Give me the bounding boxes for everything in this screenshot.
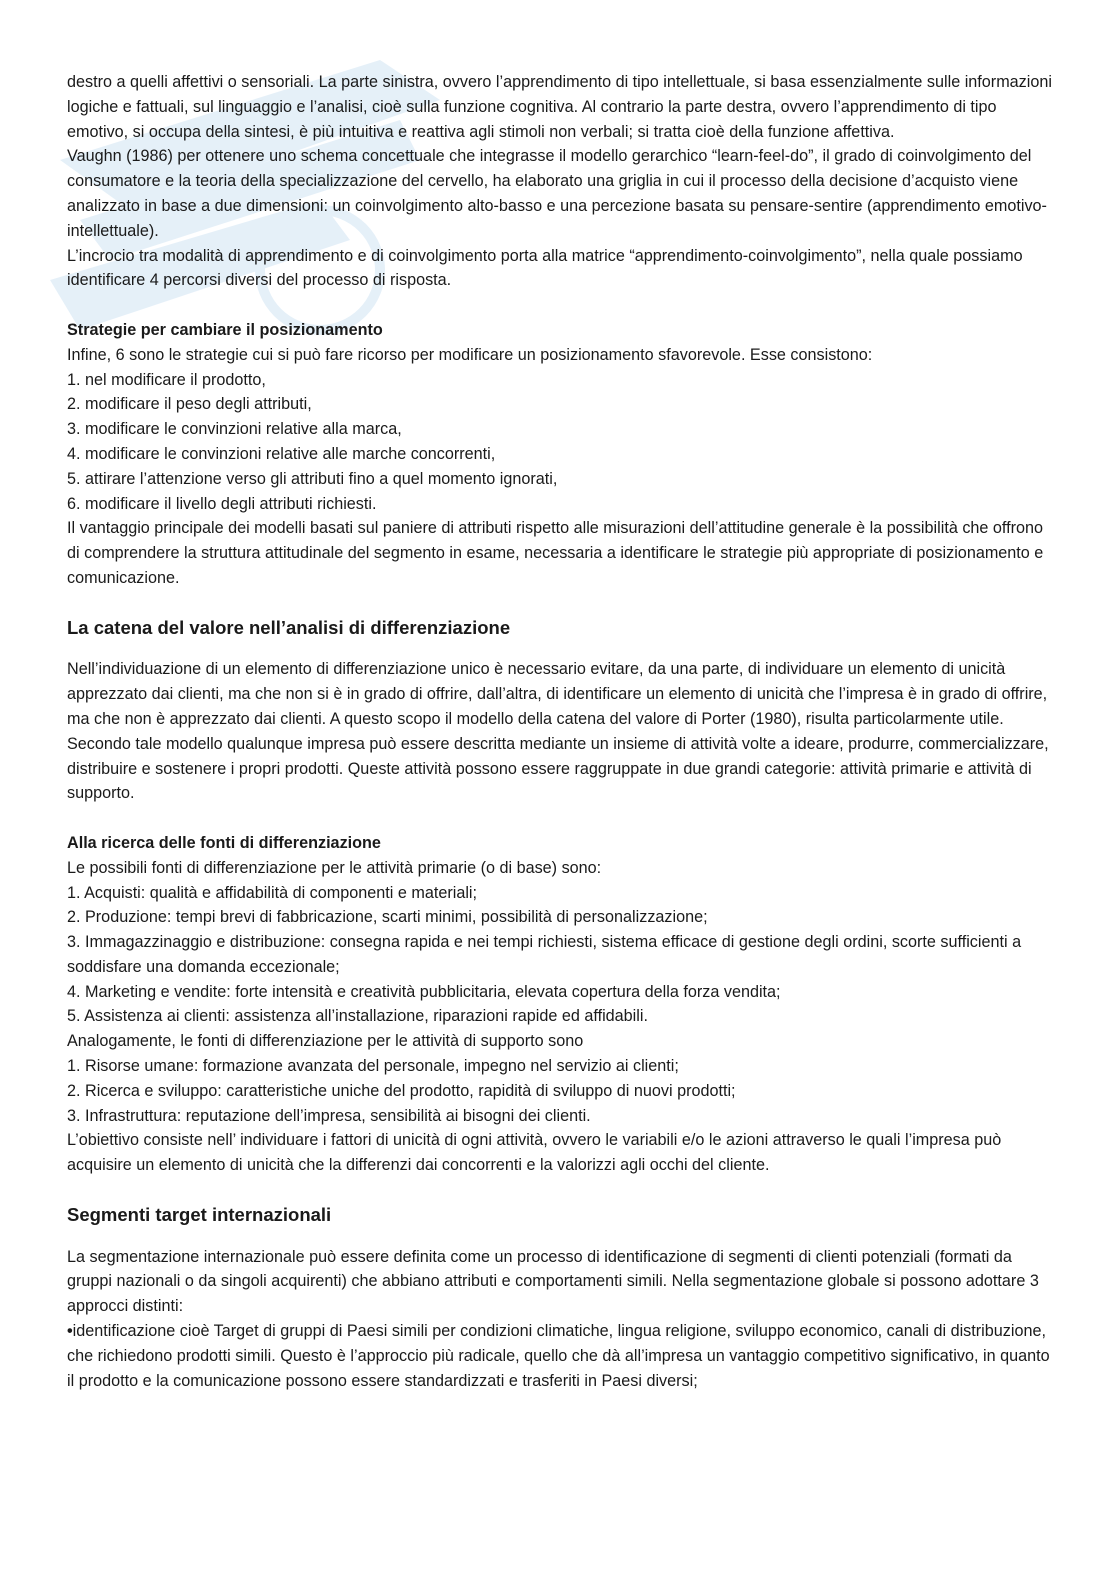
blank-line	[67, 1178, 1052, 1203]
section-gap	[67, 640, 1052, 657]
paragraph: Secondo tale modello qualunque impresa può essere descritta mediante un insieme di attività volte a ideare, produrre, commercializzare, distribuire e sostenere i propri prodotti. Queste attività possono essere raggruppate in due grandi categorie: attività primarie e attività di supporto.	[67, 734, 1049, 803]
section-heading: Segmenti target internazionali	[67, 1203, 332, 1225]
paragraph: 3. modificare le convinzioni relative alla marca,	[67, 420, 402, 439]
paragraph: La segmentazione internazionale può essere definita come un processo di identificazione di segmenti di clienti potenziali (formati da gruppi nazionali o da singoli acquirenti) che abbiano attributi e comportamenti simili. Nella segmentazione globale si possono adottare 3 approcci distinti:	[67, 1247, 1039, 1316]
paragraph: 2. Produzione: tempi brevi di fabbricazione, scarti minimi, possibilità di personalizzazione;	[67, 908, 708, 927]
blank-line	[67, 591, 1052, 616]
bullet-paragraph: • identificazione cioè Target di gruppi di Paesi simili per condizioni climatiche, lingua religione, sviluppo economico, canali di distribuzione, che richiedono prodotti simili. Questo è l’approccio più radicale, quello che dà all’impresa un vantaggio competitivo significativo, in quanto il prodotto e la comunicazione possono essere standardizzati e trasferiti in Paesi diversi;	[67, 1319, 1052, 1393]
paragraph: 2. modificare il peso degli attributi,	[67, 395, 312, 414]
paragraph: 5. attirare l’attenzione verso gli attributi fino a quel momento ignorati,	[67, 469, 558, 488]
paragraph: 4. Marketing e vendite: forte intensità e creatività pubblicitaria, elevata copertura della forza vendita;	[67, 982, 781, 1001]
paragraph: 4. modificare le convinzioni relative alle marche concorrenti,	[67, 444, 496, 463]
paragraph: Vaughn (1986) per ottenere uno schema concettuale che integrasse il modello gerarchico “learn-feel-do”, il grado di coinvolgimento del consumatore e la teoria della specializzazione del cervello, ha elaborato una griglia in cui il processo della decisione d’acquisto viene analizzato in base a due dimensioni: un coinvolgimento alto-basso e una percezione basata su pensare-sentire (apprendimento emotivo-intellettuale).	[67, 147, 1047, 240]
document-body	[67, 70, 1052, 1393]
paragraph: Analogamente, le fonti di differenziazione per le attività di supporto sono	[67, 1032, 584, 1051]
paragraph: 1. nel modificare il prodotto,	[67, 370, 266, 389]
section-gap	[67, 1228, 1052, 1245]
paragraph: L’incrocio tra modalità di apprendimento e di coinvolgimento porta alla matrice “apprendimento-coinvolgimento”, nella quale possiamo identificare 4 percorsi diversi del processo di risposta.	[67, 246, 1023, 290]
paragraph: 3. Infrastruttura: reputazione dell’impresa, sensibilità ai bisogni dei clienti.	[67, 1106, 591, 1125]
paragraph: 2. Ricerca e sviluppo: caratteristiche uniche del prodotto, rapidità di sviluppo di nuovi prodotti;	[67, 1081, 736, 1100]
section-heading: Strategie per cambiare il posizionamento	[67, 320, 383, 339]
blank-line	[67, 293, 1052, 318]
paragraph: 1. Acquisti: qualità e affidabilità di componenti e materiali;	[67, 883, 478, 902]
blank-line	[67, 806, 1052, 831]
paragraph: Il vantaggio principale dei modelli basati sul paniere di attributi rispetto alle misurazioni dell’attitudine generale è la possibilità che offrono di comprendere la struttura attitudinale del segmento in esame, necessaria a identificare le strategie più appropriate di posizionamento e comunicazione.	[67, 519, 1044, 587]
paragraph: 5. Assistenza ai clienti: assistenza all’installazione, riparazioni rapide ed affidabili.	[67, 1007, 648, 1026]
paragraph: L’obiettivo consiste nell’ individuare i fattori di unicità di ogni attività, ovvero le variabili e/o le azioni attraverso le quali l’impresa può acquisire un elemento di unicità che la differenzi dai concorrenti e la valorizzi agli occhi del cliente.	[67, 1131, 1002, 1175]
section-heading: Alla ricerca delle fonti di differenziazione	[67, 833, 381, 852]
paragraph: Nell’individuazione di un elemento di differenziazione unico è necessario evitare, da una parte, di individuare un elemento di unicità apprezzato dai clienti, ma che non si è in grado di offrire, dall’altra, di identificare un elemento di unicità che l’impresa è in grado di offrire, ma che non è apprezzato dai clienti. A questo scopo il modello della catena del valore di Porter (1980), risulta particolarmente utile.	[67, 660, 1048, 728]
paragraph: 3. Immagazzinaggio e distribuzione: consegna rapida e nei tempi richiesti, sistema efficace di gestione degli ordini, scorte sufficienti a soddisfare una domanda eccezionale;	[67, 933, 1022, 976]
paragraph: 6. modificare il livello degli attributi richiesti.	[67, 494, 377, 513]
paragraph: Infine, 6 sono le strategie cui si può fare ricorso per modificare un posizionamento sfavorevole. Esse consistono:	[67, 345, 873, 364]
paragraph: 1. Risorse umane: formazione avanzata del personale, impegno nel servizio ai clienti;	[67, 1057, 679, 1076]
paragraph: Le possibili fonti di differenziazione per le attività primarie (o di base) sono:	[67, 858, 602, 877]
paragraph: destro a quelli affettivi o sensoriali. La parte sinistra, ovvero l’apprendimento di tipo intellettuale, si basa essenzialmente sulle informazioni logiche e fattuali, sul linguaggio e l’analisi, cioè sulla funzione cognitiva. Al contrario la parte destra, ovvero l’apprendimento di tipo emotivo, si occupa della sintesi, è più intuitiva e reattiva agli stimoli non verbali; si tratta cioè della funzione affettiva.	[67, 73, 1052, 141]
section-heading: La catena del valore nell’analisi di differenziazione	[67, 616, 511, 638]
